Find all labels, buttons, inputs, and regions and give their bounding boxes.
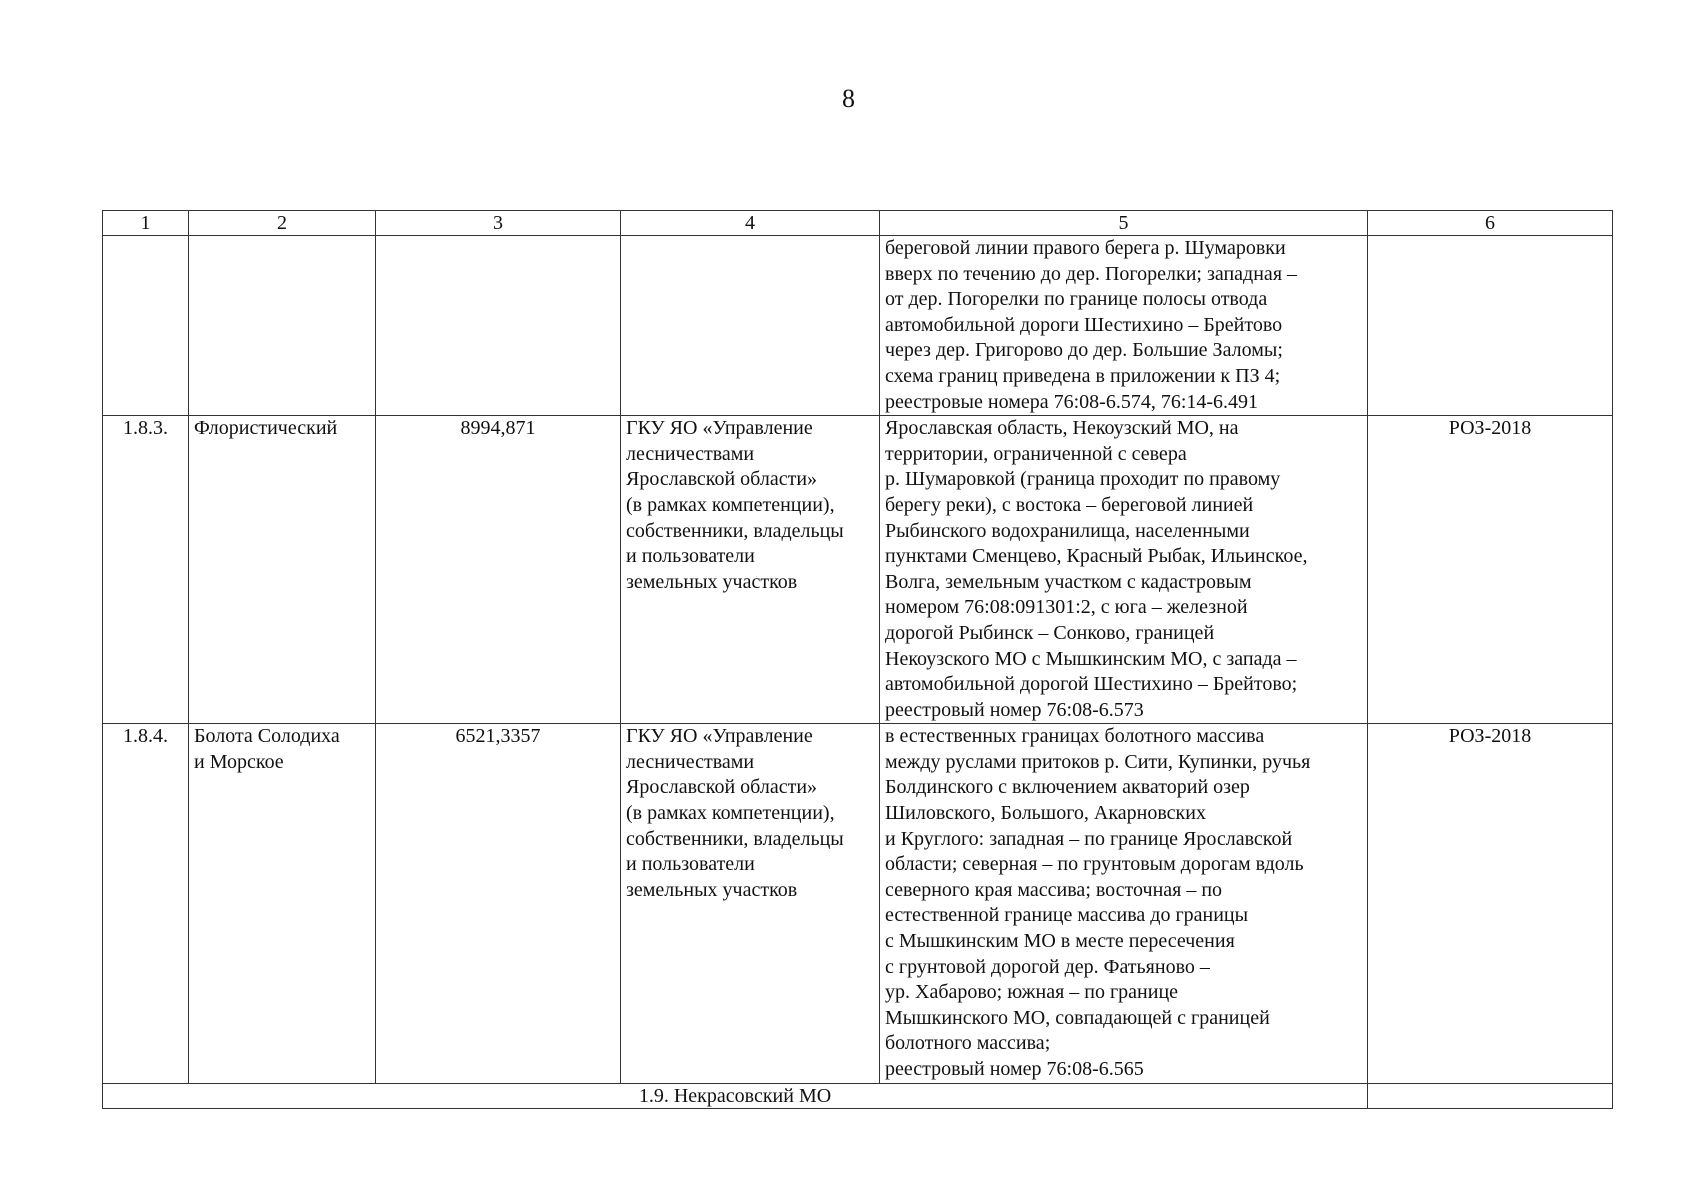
area-cell: 6521,3357 (376, 724, 621, 1083)
section-title: 1.9. Некрасовский МО (103, 1083, 1368, 1108)
text-line: Ярославской области» (626, 776, 818, 799)
row-number-cell: 1.8.3. (103, 416, 189, 724)
section-heading-row (103, 1083, 1613, 1108)
text-line: Ярославской области» (626, 468, 818, 491)
text-line: дорогой Рыбинск – Сонково, границей (885, 621, 1215, 644)
area-cell: 8994,871 (376, 416, 621, 724)
column-number-row (103, 211, 1613, 236)
column-header: 6 (1368, 211, 1613, 236)
text-line: лесничествами (626, 750, 755, 773)
text-line: области; северная – по грунтовым дорогам вдоль (885, 853, 1304, 876)
text-line: Болота Солодиха (194, 725, 340, 748)
text-line: Шиловского, Большого, Акарновских (885, 802, 1206, 825)
text-line: северного края массива; восточная – по (885, 878, 1223, 901)
text-line: земельных участков (626, 878, 798, 901)
column-header: 5 (880, 211, 1368, 236)
boundary-description-cell (880, 724, 1368, 1083)
text-line: береговой линии правого берега р. Шумаровки (885, 237, 1286, 259)
text-line: Волга, земельным участком с кадастровым (885, 570, 1252, 593)
document-cell: РОЗ-2018 (1368, 416, 1613, 724)
text-line: Ярославская область, Некоузский МО, на (885, 417, 1239, 440)
text-line: собственники, владельцы (626, 519, 844, 542)
text-line: (в рамках компетенции), (626, 802, 835, 825)
table-row (103, 416, 1613, 724)
text-line: ГКУ ЯО «Управление (626, 417, 813, 440)
text-line: вверх по течению до дер. Погорелки; западная – (885, 262, 1298, 285)
text-line: собственники, владельцы (626, 827, 844, 850)
text-line: лесничествами (626, 442, 755, 465)
table-row (103, 724, 1613, 1083)
registry-table (102, 210, 1613, 1109)
text-line: реестровые номера 76:08-6.574, 76:14-6.491 (885, 390, 1259, 413)
organization-cell (621, 724, 880, 1083)
column-header: 2 (189, 211, 376, 236)
text-line: р. Шумаровкой (граница проходит по правому (885, 468, 1281, 491)
document-cell: РОЗ-2018 (1368, 724, 1613, 1083)
organization-cell (621, 416, 880, 724)
text-line: автомобильной дороги Шестихино – Брейтово (885, 313, 1283, 336)
text-line: автомобильной дорогой Шестихино – Брейтово; (885, 673, 1298, 696)
text-line: в естественных границах болотного массива (885, 725, 1265, 748)
text-line: пунктами Сменцево, Красный Рыбак, Ильинское, (885, 545, 1308, 568)
column-header: 1 (103, 211, 189, 236)
text-line: и пользователи (626, 545, 755, 568)
continuation-row (103, 236, 1613, 416)
text-line: (в рамках компетенции), (626, 493, 835, 516)
text-line: земельных участков (626, 570, 798, 593)
text-line: естественной границе массива до границы (885, 904, 1249, 927)
text-line: Флористический (194, 417, 338, 440)
text-line: Некоузского МО с Мышкинским МО, с запада – (885, 647, 1297, 670)
text-line: берегу реки), с востока – береговой линией (885, 493, 1254, 516)
text-line: с Мышкинским МО в месте пересечения (885, 930, 1235, 953)
text-line: реестровый номер 76:08-6.565 (885, 1058, 1144, 1080)
text-line: болотного массива; (885, 1032, 1051, 1055)
text-line: ур. Хабарово; южная – по границе (885, 981, 1179, 1004)
text-line: территории, ограниченной с севера (885, 442, 1187, 465)
empty-cell (189, 236, 376, 416)
boundary-description-cell (880, 416, 1368, 724)
empty-cell (376, 236, 621, 416)
text-line: Болдинского с включением акваторий озер (885, 776, 1250, 799)
text-line: через дер. Григорово до дер. Большие Заломы; (885, 339, 1283, 362)
boundary-description-cell (880, 236, 1368, 416)
text-line: Рыбинского водохранилища, населенными (885, 519, 1250, 542)
site-name-cell (189, 724, 376, 1083)
empty-cell (621, 236, 880, 416)
text-line: и Круглого: западная – по границе Ярославской (885, 827, 1293, 850)
text-line: Мышкинского МО, совпадающей с границей (885, 1006, 1270, 1029)
page-number: 8 (842, 84, 855, 113)
text-line: ГКУ ЯО «Управление (626, 725, 813, 748)
text-line: номером 76:08:091301:2, с юга – железной (885, 596, 1248, 619)
text-line: и Морское (194, 750, 284, 773)
text-line: от дер. Погорелки по границе полосы отвода (885, 288, 1268, 311)
column-header: 3 (376, 211, 621, 236)
text-line: с грунтовой дорогой дер. Фатьяново – (885, 955, 1210, 978)
column-header: 4 (621, 211, 880, 236)
row-number-cell: 1.8.4. (103, 724, 189, 1083)
empty-cell (103, 236, 189, 416)
empty-cell (1368, 236, 1613, 416)
text-line: между руслами притоков р. Сити, Купинки, ручья (885, 750, 1311, 773)
text-line: схема границ приведена в приложении к ПЗ 4; (885, 364, 1281, 387)
text-line: реестровый номер 76:08-6.573 (885, 698, 1144, 721)
empty-cell (1368, 1083, 1613, 1108)
text-line: и пользователи (626, 853, 755, 876)
site-name-cell (189, 416, 376, 724)
